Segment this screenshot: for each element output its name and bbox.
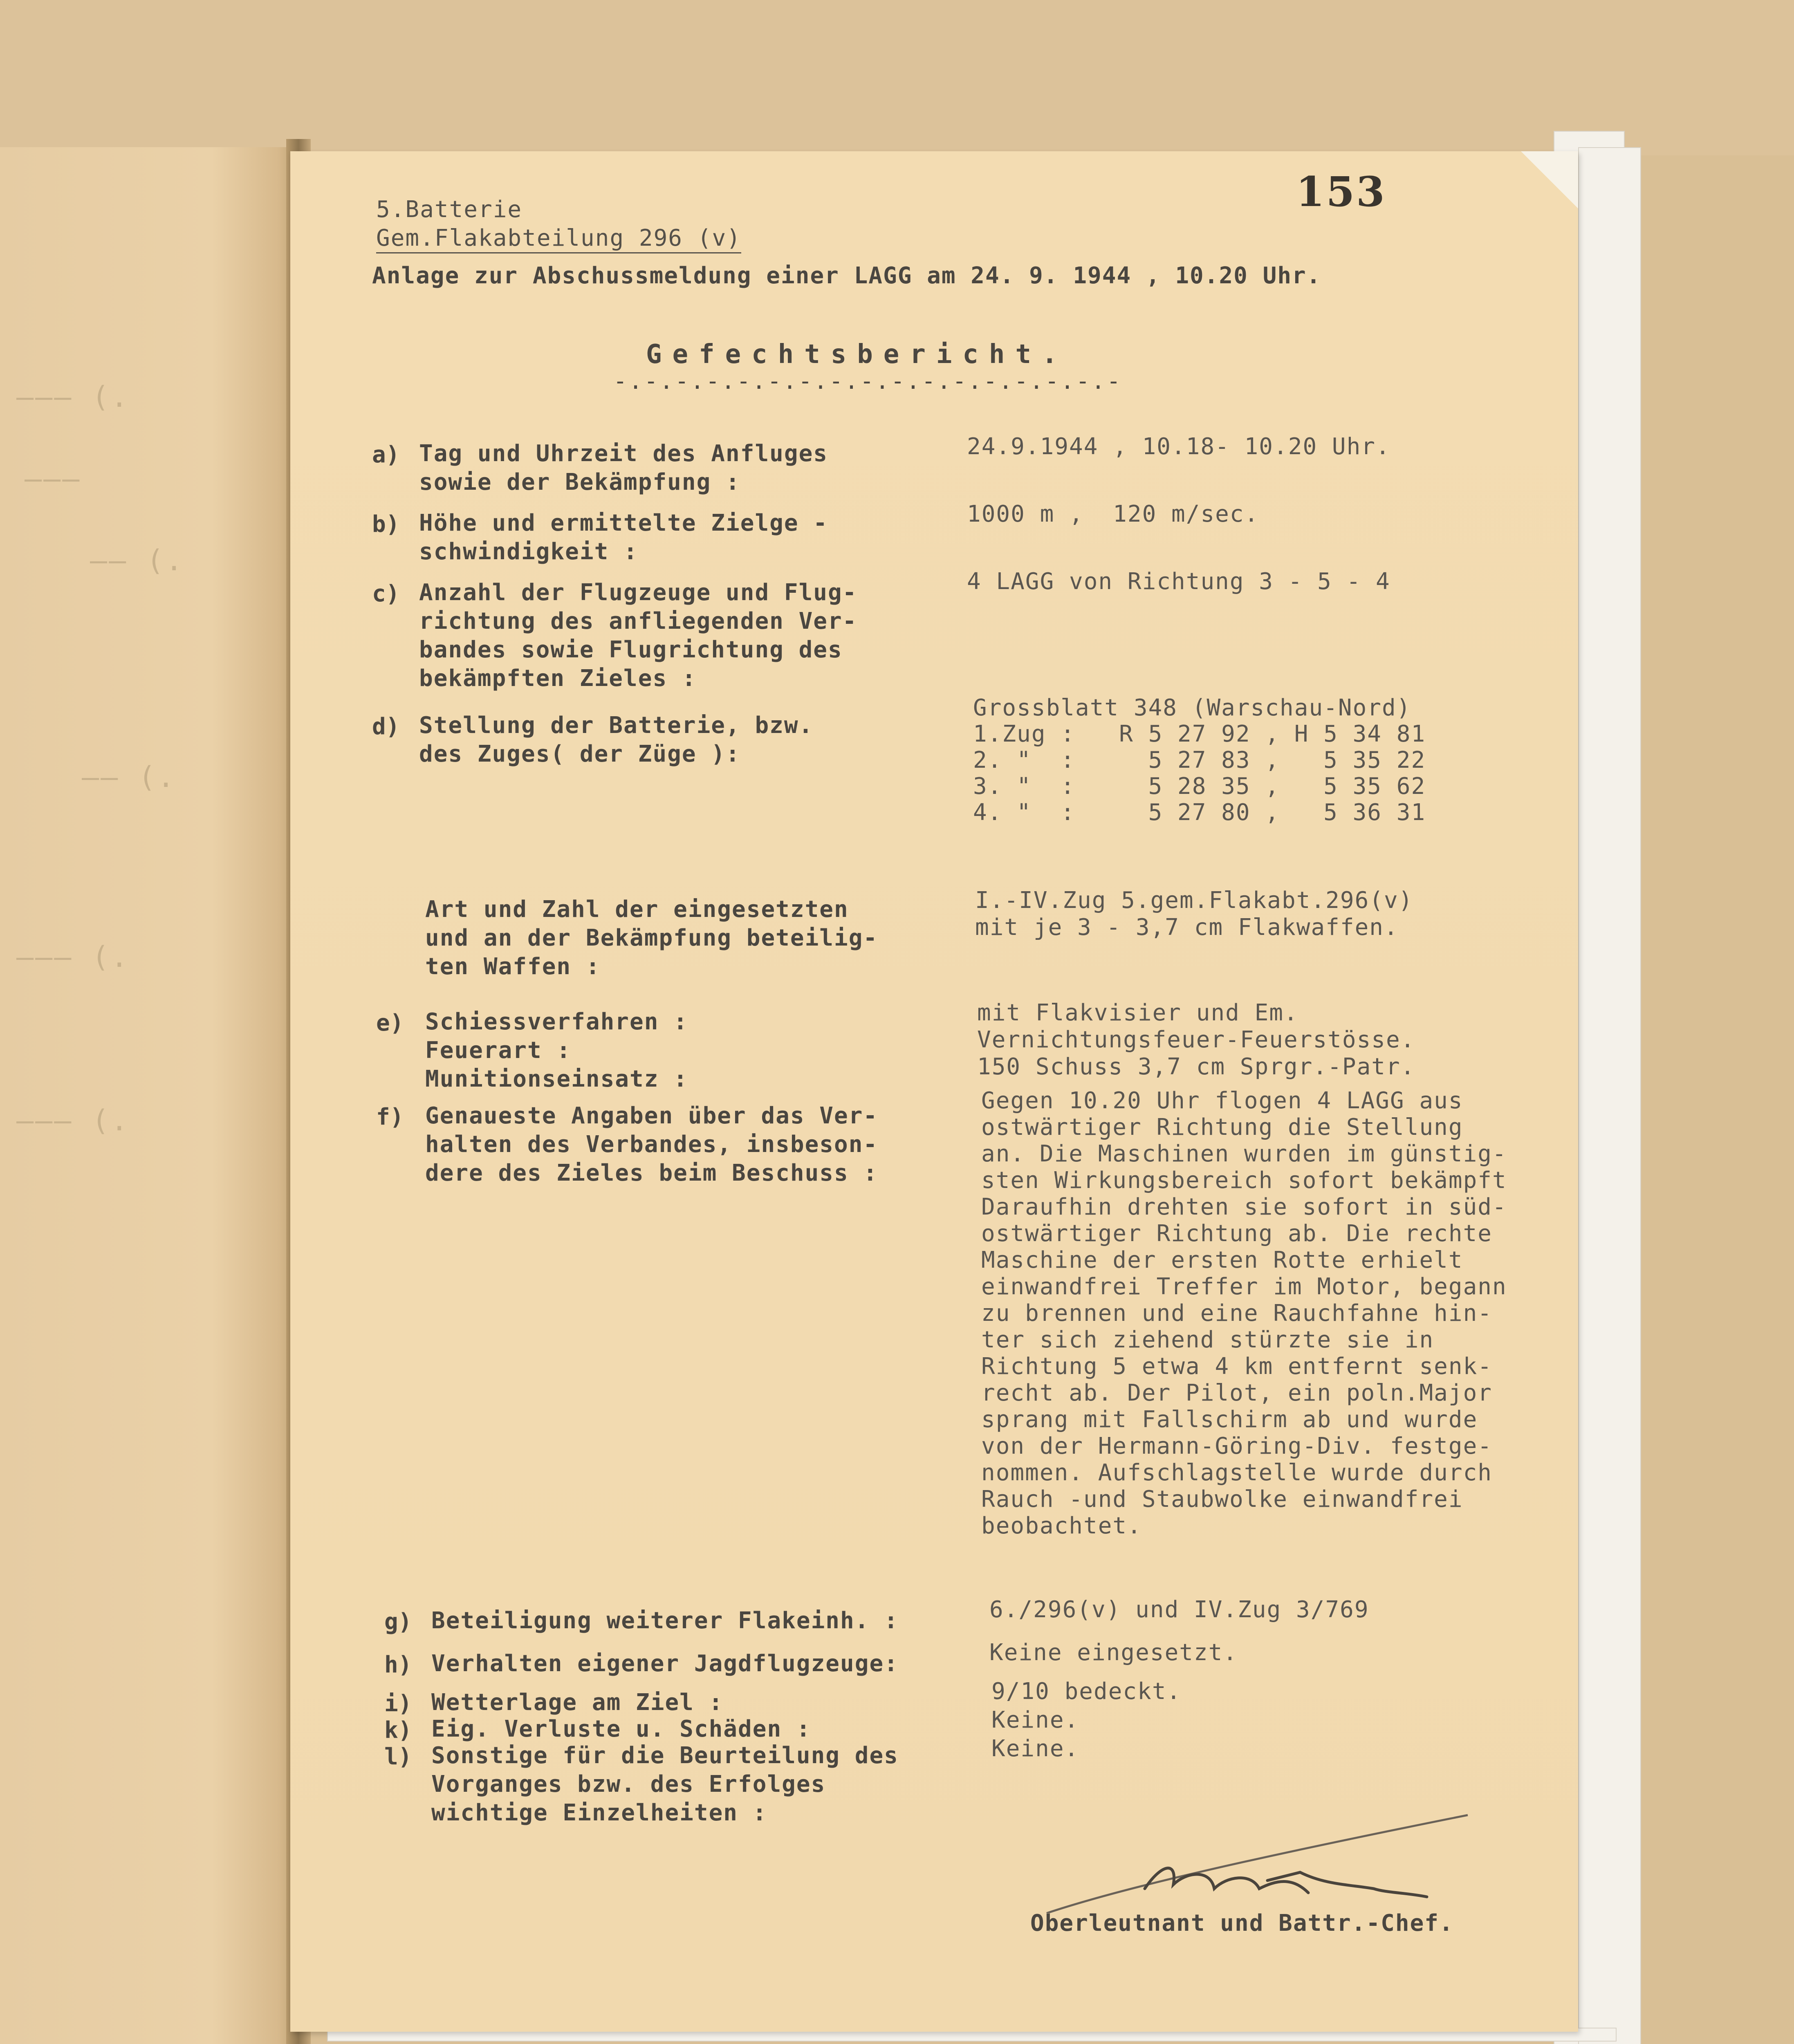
bleed-through-mark: —— (.: [82, 760, 176, 794]
handwritten-signature: [1038, 1791, 1570, 1913]
item-l-label: Sonstige für die Beurteilung des Vorganges bzw. des Erfolges wichtige Einzelheiten :: [431, 1742, 899, 1826]
item-b-value: 1000 m , 120 m/sec.: [967, 501, 1259, 527]
item-l-value: Keine.: [991, 1735, 1079, 1762]
item-g-label: Beteiligung weiterer Flakeinh. :: [431, 1607, 899, 1634]
item-letter: a): [372, 442, 400, 468]
subject-line: Anlage zur Abschussmeldung einer LAGG am 24. 9. 1944 , 10.20 Uhr.: [372, 262, 1321, 289]
unit-line-2: Gem.Flakabteilung 296 (v): [376, 225, 741, 253]
item-e-value: mit Flakvisier und Em. Vernichtungsfeuer-Feuerstösse. 150 Schuss 3,7 cm Sprgr.-Patr.: [977, 1000, 1415, 1080]
item-i-value: 9/10 bedeckt.: [991, 1678, 1182, 1705]
item-f-label: Genaueste Angaben über das Ver- halten des Verbandes, insbeson- dere des Zieles beim Beschuss :: [425, 1103, 878, 1186]
signature-title: Oberleutnant und Battr.-Chef.: [1030, 1910, 1454, 1936]
item-letter: i): [384, 1690, 412, 1717]
item-d-label: Stellung der Batterie, bzw. des Zuges( der Züge ):: [419, 712, 814, 767]
item-letter: e): [376, 1010, 404, 1036]
bleed-through-mark: ——— (.: [16, 380, 130, 414]
title-rule: -.-.-.-.-.-.-.-.-.-.-.-.-.-.-.-.-: [613, 368, 1122, 394]
item-letter: k): [384, 1717, 412, 1744]
item-k-value: Keine.: [991, 1707, 1079, 1733]
item-b-label: Höhe und ermittelte Zielge - schwindigkeit :: [419, 510, 828, 565]
page-number: 153: [1296, 168, 1386, 216]
corner-fold: [1521, 151, 1578, 208]
item-c-value: 4 LAGG von Richtung 3 - 5 - 4: [967, 568, 1390, 595]
item-letter: d): [372, 713, 400, 740]
signature: [1038, 1791, 1570, 1913]
left-facing-page: [0, 147, 303, 2044]
item-e-label: Schiessverfahren : Feuerart : Munitionseinsatz :: [425, 1009, 688, 1092]
bleed-through-mark: ——— (.: [16, 940, 130, 974]
item-letter: g): [384, 1609, 412, 1635]
backdrop: [0, 0, 1794, 155]
item-weapons-label: Art und Zahl der eingesetzten und an der Bekämpfung beteilig- ten Waffen :: [425, 896, 878, 980]
item-letter: l): [384, 1744, 412, 1770]
item-letter: h): [384, 1652, 412, 1678]
item-letter: f): [376, 1104, 404, 1130]
item-g-value: 6./296(v) und IV.Zug 3/769: [989, 1596, 1369, 1623]
item-i-label: Wetterlage am Ziel :: [431, 1689, 724, 1716]
item-k-label: Eig. Verluste u. Schäden :: [431, 1716, 811, 1742]
item-c-label: Anzahl der Flugzeuge und Flug- richtung des anfliegenden Ver- bandes sowie Flugrichtung des bekämpften Zieles :: [419, 579, 857, 692]
item-h-label: Verhalten eigener Jagdflugzeuge:: [431, 1650, 899, 1677]
item-f-value: Gegen 10.20 Uhr flogen 4 LAGG aus ostwärtiger Richtung die Stellung an. Die Maschinen wurden im günstig- sten Wirkungsbereich sofort bekämpft Daraufhin drehten sie sofort in süd- ostwärtiger Richtung ab. Die rechte Maschine der ersten Rotte erhielt einwandfrei Treffer im Motor, begann zu brennen und eine Rauchfahne hin- ter sich ziehend stürzte sie in Richtung 5 etwa 4 km entfernt senk- recht ab. Der Pilot, ein poln.Major sprang mit Fallschirm ab und wurde von der Hermann-Göring-Div. festge- nommen. Aufschlagstelle wurde durch Rauch -und Staubwolke einwandfrei beobachtet.: [981, 1087, 1507, 1539]
item-a-label: Tag und Uhrzeit des Anfluges sowie der Bekämpfung :: [419, 440, 828, 495]
bleed-through-mark: ———: [25, 462, 81, 495]
item-letter: c): [372, 580, 400, 607]
item-h-value: Keine eingesetzt.: [989, 1639, 1238, 1666]
item-weapons-value: I.-IV.Zug 5.gem.Flakabt.296(v) mit je 3 - 3,7 cm Flakwaffen.: [975, 887, 1413, 941]
report-title: Gefechtsbericht.: [646, 339, 1068, 370]
item-d-value: Grossblatt 348 (Warschau-Nord) 1.Zug : R 5 27 92 , H 5 34 81 2. " : 5 27 83 , 5 35 22 3. " : 5 28 35 , 5 35 62 4. " : 5 27 80 , 5 36 31: [973, 695, 1426, 826]
unit-line-1: 5.Batterie: [376, 196, 523, 223]
item-a-value: 24.9.1944 , 10.18- 10.20 Uhr.: [967, 433, 1390, 460]
bleed-through-mark: ——— (.: [16, 1104, 130, 1137]
item-letter: b): [372, 511, 400, 538]
paper-stack-edge: [1578, 147, 1641, 2044]
bleed-through-mark: —— (.: [90, 544, 184, 577]
